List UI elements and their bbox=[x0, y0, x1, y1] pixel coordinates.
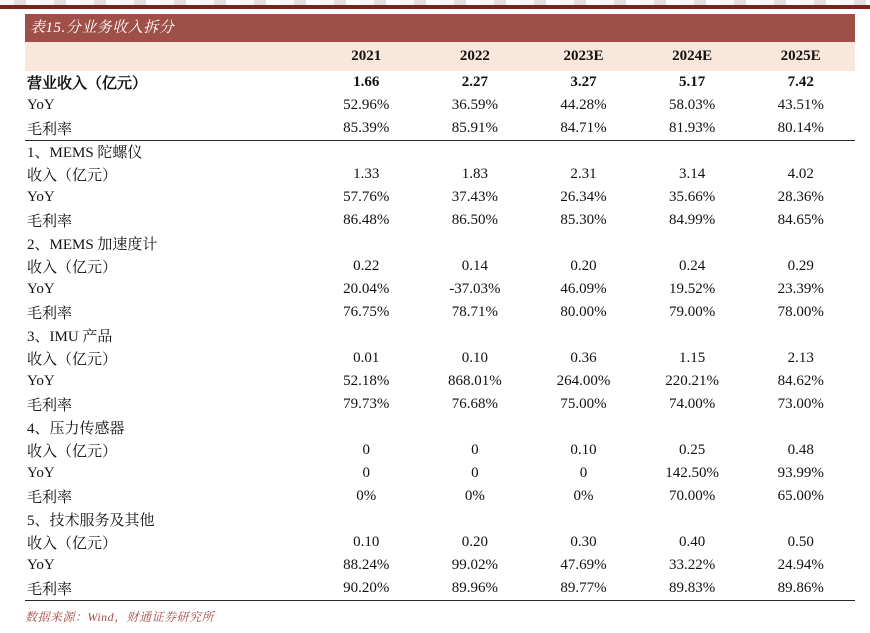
row-label: 收入（亿元） bbox=[27, 536, 118, 552]
cell-value: 0.24 bbox=[678, 258, 706, 274]
table-title-bar bbox=[25, 14, 855, 42]
cell-value: 3.14 bbox=[678, 166, 706, 182]
table-row bbox=[25, 370, 855, 393]
cell-value: 1.83 bbox=[461, 166, 489, 182]
cell-value: 0.48 bbox=[787, 442, 814, 458]
table-row bbox=[25, 577, 855, 600]
top-artifact-strip bbox=[0, 0, 870, 5]
row-label: YoY bbox=[27, 373, 55, 389]
cell-value: 20.04% bbox=[343, 281, 390, 297]
table-row bbox=[25, 462, 855, 485]
cell-value: 52.18% bbox=[343, 373, 390, 389]
section-row bbox=[25, 324, 855, 347]
section-row bbox=[25, 140, 855, 163]
row-label: 毛利率 bbox=[27, 214, 73, 230]
row-label: YoY bbox=[27, 97, 55, 113]
year-header: 2021 bbox=[312, 42, 421, 71]
row-label: 毛利率 bbox=[27, 490, 73, 506]
table-row bbox=[25, 301, 855, 324]
cell-value: 85.39% bbox=[312, 117, 421, 140]
cell-value: 0 bbox=[471, 442, 479, 458]
row-label: 收入（亿元） bbox=[27, 352, 118, 368]
row-label: YoY bbox=[27, 557, 55, 573]
year-header-row bbox=[25, 42, 855, 71]
table-row bbox=[25, 71, 855, 94]
cell-value: 0.20 bbox=[461, 534, 489, 550]
section-label: 4、压力传感器 bbox=[27, 421, 125, 437]
cell-value: 89.77% bbox=[529, 577, 638, 600]
cell-value: 46.09% bbox=[560, 281, 607, 297]
cell-value: 0.10 bbox=[461, 350, 489, 366]
cell-value: 76.68% bbox=[451, 396, 499, 412]
cell-value: 84.62% bbox=[777, 373, 824, 389]
cell-value: 0.30 bbox=[570, 534, 597, 550]
cell-value: 0 bbox=[362, 465, 371, 481]
cell-value: 0 bbox=[471, 465, 479, 481]
cell-value: 0.10 bbox=[353, 534, 380, 550]
cell-value: 85.30% bbox=[560, 212, 607, 228]
section-label: 2、MEMS 加速度计 bbox=[27, 237, 158, 253]
cell-value: 3.27 bbox=[570, 74, 597, 90]
top-rule bbox=[0, 5, 870, 9]
cell-value: 23.39% bbox=[777, 281, 824, 297]
cell-value: 86.48% bbox=[343, 212, 390, 228]
year-header: 2025E bbox=[746, 42, 855, 71]
cell-value: 0.50 bbox=[787, 534, 814, 550]
cell-value: 0.36 bbox=[570, 350, 597, 366]
row-label: 营业收入（亿元） bbox=[27, 76, 148, 92]
table-body bbox=[25, 71, 855, 600]
cell-value: 58.03% bbox=[668, 97, 716, 113]
year-header: 2023E bbox=[529, 42, 638, 71]
table-row bbox=[25, 393, 855, 416]
table-row bbox=[25, 531, 855, 554]
section-label: 3、IMU 产品 bbox=[27, 329, 113, 345]
cell-value: 0.22 bbox=[353, 258, 380, 274]
cell-value: 5.17 bbox=[678, 74, 706, 90]
table-row bbox=[25, 117, 855, 140]
cell-value: 44.28% bbox=[560, 97, 607, 113]
row-label: YoY bbox=[27, 281, 55, 297]
cell-value: 35.66% bbox=[668, 189, 716, 205]
cell-value: 76.75% bbox=[343, 304, 390, 320]
cell-value: 1.66 bbox=[353, 74, 380, 90]
row-label: 毛利率 bbox=[27, 306, 73, 322]
row-label: 毛利率 bbox=[25, 117, 312, 140]
cell-value: 78.71% bbox=[451, 304, 499, 320]
section-row bbox=[25, 508, 855, 531]
table-row bbox=[25, 439, 855, 462]
cell-value: 0.40 bbox=[678, 534, 706, 550]
cell-value: 0.29 bbox=[787, 258, 814, 274]
cell-value: 4.02 bbox=[787, 166, 814, 182]
cell-value: 78.00% bbox=[777, 304, 824, 320]
year-header: 2024E bbox=[638, 42, 747, 71]
cell-value: 0% bbox=[464, 488, 485, 504]
cell-value: 47.69% bbox=[560, 557, 607, 573]
cell-value: 84.71% bbox=[529, 117, 638, 140]
table-row bbox=[25, 94, 855, 117]
cell-value: 74.00% bbox=[668, 396, 716, 412]
cell-value: 36.59% bbox=[451, 97, 499, 113]
section-label: 5、技术服务及其他 bbox=[27, 513, 155, 529]
cell-value: 7.42 bbox=[787, 74, 814, 90]
cell-value: 93.99% bbox=[777, 465, 824, 481]
cell-value: 0.14 bbox=[461, 258, 489, 274]
cell-value: 33.22% bbox=[668, 557, 716, 573]
cell-value: 0.20 bbox=[570, 258, 597, 274]
row-label: 毛利率 bbox=[27, 398, 73, 414]
row-label: 收入（亿元） bbox=[27, 168, 118, 184]
table-row bbox=[25, 347, 855, 370]
cell-value: 70.00% bbox=[668, 488, 716, 504]
cell-value: 2.27 bbox=[461, 74, 489, 90]
cell-value: 26.34% bbox=[560, 189, 607, 205]
cell-value: 24.94% bbox=[777, 557, 824, 573]
cell-value: 2.31 bbox=[570, 166, 597, 182]
cell-value: 89.96% bbox=[421, 577, 530, 600]
cell-value: -37.03% bbox=[449, 281, 501, 297]
cell-value: 0% bbox=[356, 488, 377, 504]
cell-value: 81.93% bbox=[638, 117, 747, 140]
row-label: 收入（亿元） bbox=[27, 260, 118, 276]
cell-value: 84.65% bbox=[777, 212, 824, 228]
year-header: 2022 bbox=[421, 42, 530, 71]
cell-value: 1.33 bbox=[353, 166, 380, 182]
cell-value: 85.91% bbox=[421, 117, 530, 140]
cell-value: 19.52% bbox=[668, 281, 716, 297]
cell-value: 88.24% bbox=[343, 557, 390, 573]
cell-value: 868.01% bbox=[448, 373, 502, 389]
table-container bbox=[25, 14, 855, 601]
cell-value: 1.15 bbox=[678, 350, 706, 366]
cell-value: 80.14% bbox=[746, 117, 855, 140]
cell-value: 79.00% bbox=[668, 304, 716, 320]
cell-value: 0 bbox=[579, 465, 588, 481]
section-row bbox=[25, 232, 855, 255]
table-row bbox=[25, 209, 855, 232]
section-label: 1、MEMS 陀螺仪 bbox=[27, 145, 143, 162]
table-row bbox=[25, 163, 855, 186]
cell-value: 0% bbox=[573, 488, 594, 504]
section-row bbox=[25, 416, 855, 439]
row-label: 毛利率 bbox=[25, 577, 312, 600]
cell-value: 57.76% bbox=[343, 189, 390, 205]
table-row bbox=[25, 255, 855, 278]
table-row bbox=[25, 485, 855, 508]
cell-value: 65.00% bbox=[777, 488, 824, 504]
cell-value: 43.51% bbox=[777, 97, 824, 113]
row-label: YoY bbox=[27, 189, 55, 205]
row-label: 收入（亿元） bbox=[27, 444, 118, 460]
cell-value: 2.13 bbox=[787, 350, 814, 366]
cell-value: 75.00% bbox=[560, 396, 607, 412]
cell-value: 37.43% bbox=[451, 189, 499, 205]
cell-value: 220.21% bbox=[665, 373, 719, 389]
cell-value: 0.01 bbox=[353, 350, 380, 366]
empty-header-cell bbox=[25, 42, 312, 71]
table-row bbox=[25, 554, 855, 577]
table-row bbox=[25, 278, 855, 301]
cell-value: 73.00% bbox=[777, 396, 824, 412]
cell-value: 28.36% bbox=[777, 189, 824, 205]
cell-value: 99.02% bbox=[451, 557, 499, 573]
data-source: 数据来源：Wind，财通证券研究所 bbox=[25, 609, 215, 624]
cell-value: 89.86% bbox=[746, 577, 855, 600]
cell-value: 0 bbox=[362, 442, 371, 458]
cell-value: 264.00% bbox=[556, 373, 611, 389]
cell-value: 80.00% bbox=[560, 304, 607, 320]
table-title: 表15.分业务收入拆分 bbox=[30, 20, 175, 36]
revenue-breakdown-table bbox=[25, 42, 855, 601]
cell-value: 142.50% bbox=[665, 465, 719, 481]
cell-value: 0.10 bbox=[570, 442, 597, 458]
cell-value: 0.25 bbox=[678, 442, 706, 458]
cell-value: 90.20% bbox=[312, 577, 421, 600]
table-row bbox=[25, 186, 855, 209]
cell-value: 52.96% bbox=[343, 97, 390, 113]
cell-value: 89.83% bbox=[638, 577, 747, 600]
row-label: YoY bbox=[27, 465, 55, 481]
cell-value: 79.73% bbox=[343, 396, 390, 412]
cell-value: 84.99% bbox=[668, 212, 716, 228]
cell-value: 86.50% bbox=[451, 212, 499, 228]
